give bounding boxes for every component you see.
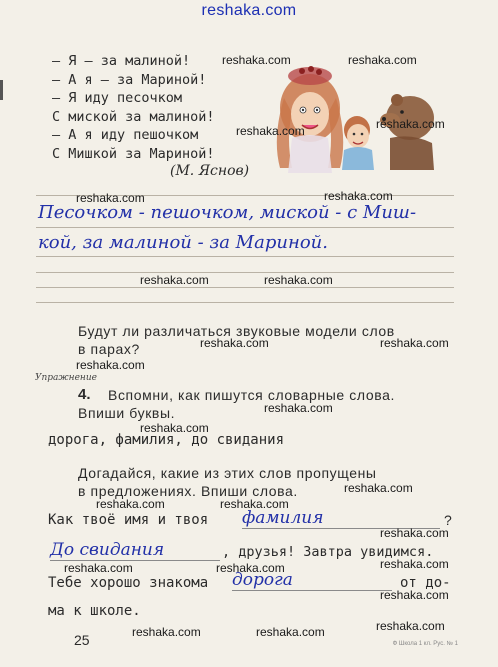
watermark: reshaka.com (220, 497, 289, 511)
ruled-line (36, 256, 454, 257)
watermark: reshaka.com (348, 53, 417, 67)
watermark: reshaka.com (376, 117, 445, 131)
footer-note: Ф Школа 1 кл. Рус. № 1 (392, 641, 458, 647)
illustration-girl-boy-bear (262, 58, 437, 173)
sentence-2-text: , друзья! Завтра увидимся. (222, 544, 434, 560)
watermark: reshaka.com (236, 124, 305, 138)
watermark: reshaka.com (140, 421, 209, 435)
watermark: reshaka.com (376, 619, 445, 633)
poem-line: — А я иду пешочком (52, 127, 199, 143)
site-header[interactable]: reshaka.com (201, 2, 297, 19)
sentence-4-text: ма к школе. (48, 603, 141, 619)
poem-author: (М. Яснов) (170, 163, 250, 179)
ruled-line (36, 227, 454, 228)
exercise-task2-line-2: в предложениях. Впиши слова. (78, 483, 298, 499)
watermark: reshaka.com (256, 625, 325, 639)
watermark: reshaka.com (64, 561, 133, 575)
sentence-1-text: Как твоё имя и твоя (48, 512, 209, 528)
poem-line: — Я — за малиной! (52, 53, 191, 69)
watermark: reshaka.com (132, 625, 201, 639)
exercise-label: Упражнение (35, 373, 97, 383)
poem-line: — Я иду песочком (52, 90, 183, 106)
handwritten-answer-line-1: Песочком - пешочком, миской - с Миш- (38, 202, 417, 223)
watermark: reshaka.com (380, 526, 449, 540)
watermark: reshaka.com (264, 273, 333, 287)
watermark: reshaka.com (222, 53, 291, 67)
watermark: reshaka.com (324, 189, 393, 203)
poem-line: — А я — за Мариной! (52, 71, 207, 88)
watermark: reshaka.com (380, 557, 449, 571)
binding-mark (0, 80, 3, 100)
sentence-2-answer: До свидания (50, 540, 220, 561)
exercise-task2-line-1: Догадайся, какие из этих слов пропущены (78, 465, 377, 481)
question-line-2: в парах? (78, 341, 140, 357)
poem (52, 52, 215, 163)
watermark: reshaka.com (200, 336, 269, 350)
sentence-3-answer: дорога (232, 570, 392, 591)
dictionary-words: дорога, фамилия, до свидания (48, 432, 285, 448)
question-line-1: Будут ли различаться звуковые модели слов (78, 323, 395, 339)
watermark: reshaka.com (76, 191, 145, 205)
exercise-task-line-1: Вспомни, как пишутся словарные слова. (108, 387, 395, 403)
sentence-1-answer: фамилия (242, 508, 440, 529)
ruled-line (36, 302, 454, 303)
watermark: reshaka.com (344, 481, 413, 495)
watermark: reshaka.com (140, 273, 209, 287)
exercise-task-line-2: Впиши буквы. (78, 405, 176, 421)
page-number: 25 (74, 632, 90, 648)
poem-line: С Мишкой за Мариной! (52, 145, 215, 162)
watermark: reshaka.com (380, 588, 449, 602)
watermark: reshaka.com (264, 401, 333, 415)
poem-line: С миской за малиной! (52, 108, 215, 125)
sentence-3-end: от до- (400, 575, 451, 591)
watermark: reshaka.com (96, 497, 165, 511)
sentence-1-end: ? (444, 512, 452, 528)
sentence-3-text: Тебе хорошо знакома (48, 575, 209, 591)
handwritten-answer-line-2: кой, за малиной - за Мариной. (38, 232, 328, 253)
watermark: reshaka.com (216, 561, 285, 575)
watermark: reshaka.com (76, 358, 145, 372)
exercise-number: 4. (78, 386, 91, 403)
watermark: reshaka.com (380, 336, 449, 350)
ruled-line (36, 272, 454, 273)
ruled-line (36, 287, 454, 288)
